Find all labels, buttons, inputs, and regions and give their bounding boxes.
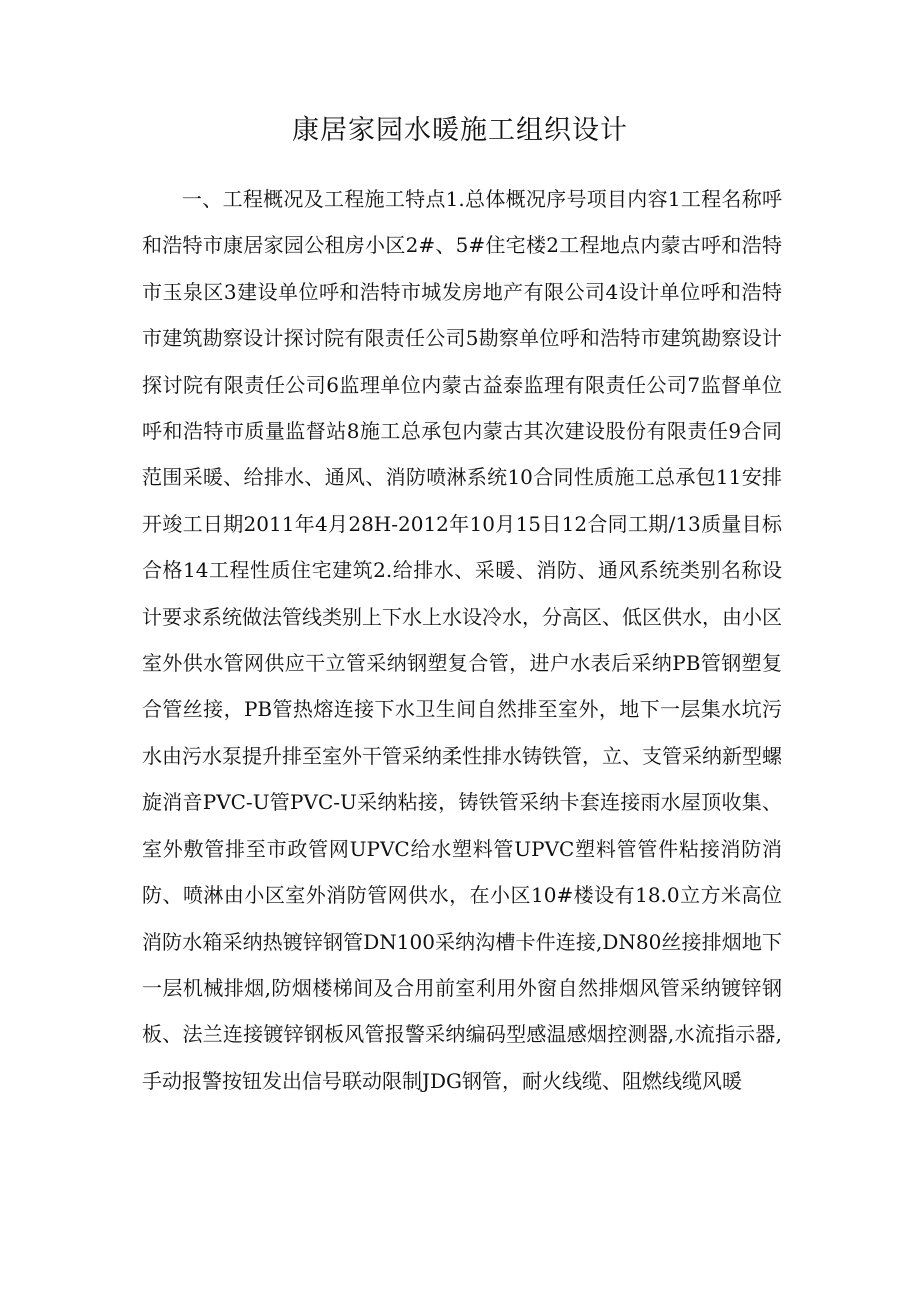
document-body-paragraph: 一、工程概况及工程施工特点1.总体概况序号项目内容1工程名称呼和浩特市康居家园公租房小区2#、5#住宅楼2工程地点内蒙古呼和浩特市玉泉区3建设单位呼和浩特市城发房地产有限公司4设计单位呼和浩特市建筑勘察设计探讨院有限责任公司5勘察单位呼和浩特市建筑勘察设计探讨院有限责任公司6监理单位内蒙古益泰监理有限责任公司7监督单位呼和浩特市质量监督站8施工总承包内蒙古其次建设股份有限责任9合同范围采暖、给排水、通风、消防喷淋系统10合同性质施工总承包11安排开竣工日期2011年4月28H-2012年10月15日12合同工期/13质量目标合格14工程性质住宅建筑2.给排水、采暖、消防、通风系统类别名称设计要求系统做法管线类别上下水上水设冷水，分高区、低区供水，由小区室外供水管网供应干立管采纳钢塑复合管，进户水表后采纳PB管钢塑复合管丝接，PB管热熔连接下水卫生间自然排至室外，地下一层集水坑污水由污水泵提升排至室外干管采纳柔性排水铸铁管，立、支管采纳新型螺旋消音PVC-U管PVC-U采纳粘接，铸铁管采纳卡套连接雨水屋顶收集、室外敷管排至市政管网UPVC给水塑料管UPVC塑料管管件粘接消防消防、喷淋由小区室外消防管网供水，在小区10#楼设有18.0立方米高位消防水箱采纳热镀锌钢管DN100采纳沟槽卡件连接,DN80丝接排烟地下一层机械排烟,防烟楼梯间及合用前室利用外窗自然排烟风管采纳镀锌钢板、法兰连接镀锌钢板风管报警采纳编码型感温感烟控测器,水流指示器,手动报警按钮发出信号联动限制JDG钢管，耐火线缆、阻燃线缆风暖 <box>142 187 782 1093</box>
document-title: 康居家园水暖施工组织设计 <box>292 115 628 146</box>
